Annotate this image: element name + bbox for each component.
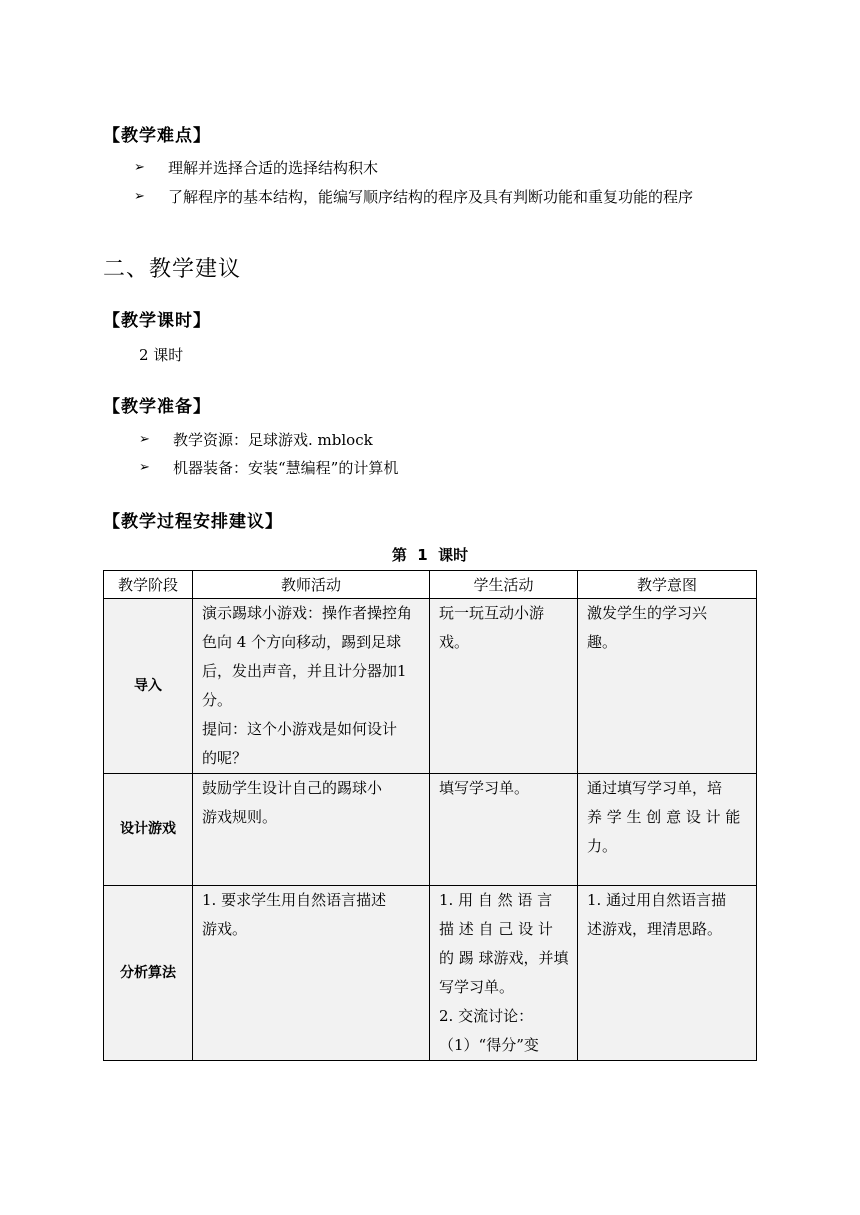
student-activity-cell [430,599,578,774]
cell-line: 1. 通过用自然语言描 [587,891,727,909]
cell-line: 2. 交流讨论： [439,1007,534,1025]
cell-line: 养 学 生 创 意 设 计 能 [587,808,741,826]
difficulty-heading: 【教学难点】 [103,126,211,146]
table-row [104,599,757,774]
cell-line: 述游戏，理清思路。 [587,920,723,938]
hours-heading: 【教学课时】 [103,311,211,331]
column-header: 教师活动 [193,571,430,599]
preparation-heading: 【教学准备】 [103,397,211,417]
cell-line: 趣。 [587,633,618,651]
cell-line: 的 踢 球游戏，并填 [439,949,569,967]
cell-line: 通过填写学习单，培 [587,779,723,797]
table-row [104,886,757,1061]
cell-line: 力。 [587,837,618,855]
cell-line: 写学习单。 [439,978,515,996]
cell-line: 色向 4 个方向移动，踢到足球 [202,633,402,651]
cell-line: 分。 [202,691,233,709]
student-activity-cell [430,886,578,1061]
column-header: 教学阶段 [104,571,193,599]
table-caption: 第 1 课时 [391,546,469,564]
process-heading: 【教学过程安排建议】 [103,512,283,532]
student-activity-cell [430,774,578,886]
cell-line: 戏。 [439,633,470,651]
arrow-bullet-icon: ➢ [134,160,145,175]
teaching-intent-cell [578,774,757,886]
difficulty-item-text: 了解程序的基本结构，能编写顺序结构的程序及具有判断功能和重复功能的程序 [168,188,694,206]
stage-cell: 设计游戏 [104,774,193,886]
preparation-item-text: 机器装备：安装“慧编程”的计算机 [173,459,399,477]
preparation-item [139,429,373,450]
teaching-intent-cell [578,886,757,1061]
cell-line: 玩一玩互动小游 [439,604,545,622]
arrow-bullet-icon: ➢ [139,432,150,447]
stage-cell: 导入 [104,599,193,774]
cell-line: 鼓励学生设计自己的踢球小 [202,779,383,797]
hours-value: 2 课时 [139,346,184,364]
cell-line: （1）“得分”变 [439,1036,539,1054]
table-row [104,774,757,886]
cell-line: 提问：这个小游戏是如何设计 [202,720,398,738]
column-header: 学生活动 [430,571,578,599]
difficulty-item [134,186,693,207]
cell-line: 描 述 自 己 设 计 [439,920,553,938]
table-header-row [104,571,757,599]
preparation-item-text: 教学资源：足球游戏. mblock [173,431,373,449]
cell-line: 1. 要求学生用自然语言描述 [202,891,387,909]
arrow-bullet-icon: ➢ [134,189,145,204]
cell-line: 演示踢球小游戏：操作者操控角 [202,604,413,622]
cell-line: 激发学生的学习兴 [587,604,708,622]
stage-cell: 分析算法 [104,886,193,1061]
arrow-bullet-icon: ➢ [139,460,150,475]
difficulty-item [134,157,378,178]
cell-line: 填写学习单。 [439,779,530,797]
section-title: 二、教学建议 [103,257,242,282]
column-header: 教学意图 [578,571,757,599]
difficulty-item-text: 理解并选择合适的选择结构积木 [168,159,379,177]
cell-line: 后，发出声音，并且计分器加1 [202,662,407,680]
teacher-activity-cell [193,599,430,774]
cell-line: 的呢？ [202,749,248,767]
preparation-item [139,457,398,478]
teaching-intent-cell [578,599,757,774]
cell-line: 游戏规则。 [202,808,278,826]
teacher-activity-cell [193,774,430,886]
teacher-activity-cell [193,886,430,1061]
lesson-table [103,570,757,1061]
cell-line: 游戏。 [202,920,248,938]
cell-line: 1. 用 自 然 语 言 [439,891,553,909]
